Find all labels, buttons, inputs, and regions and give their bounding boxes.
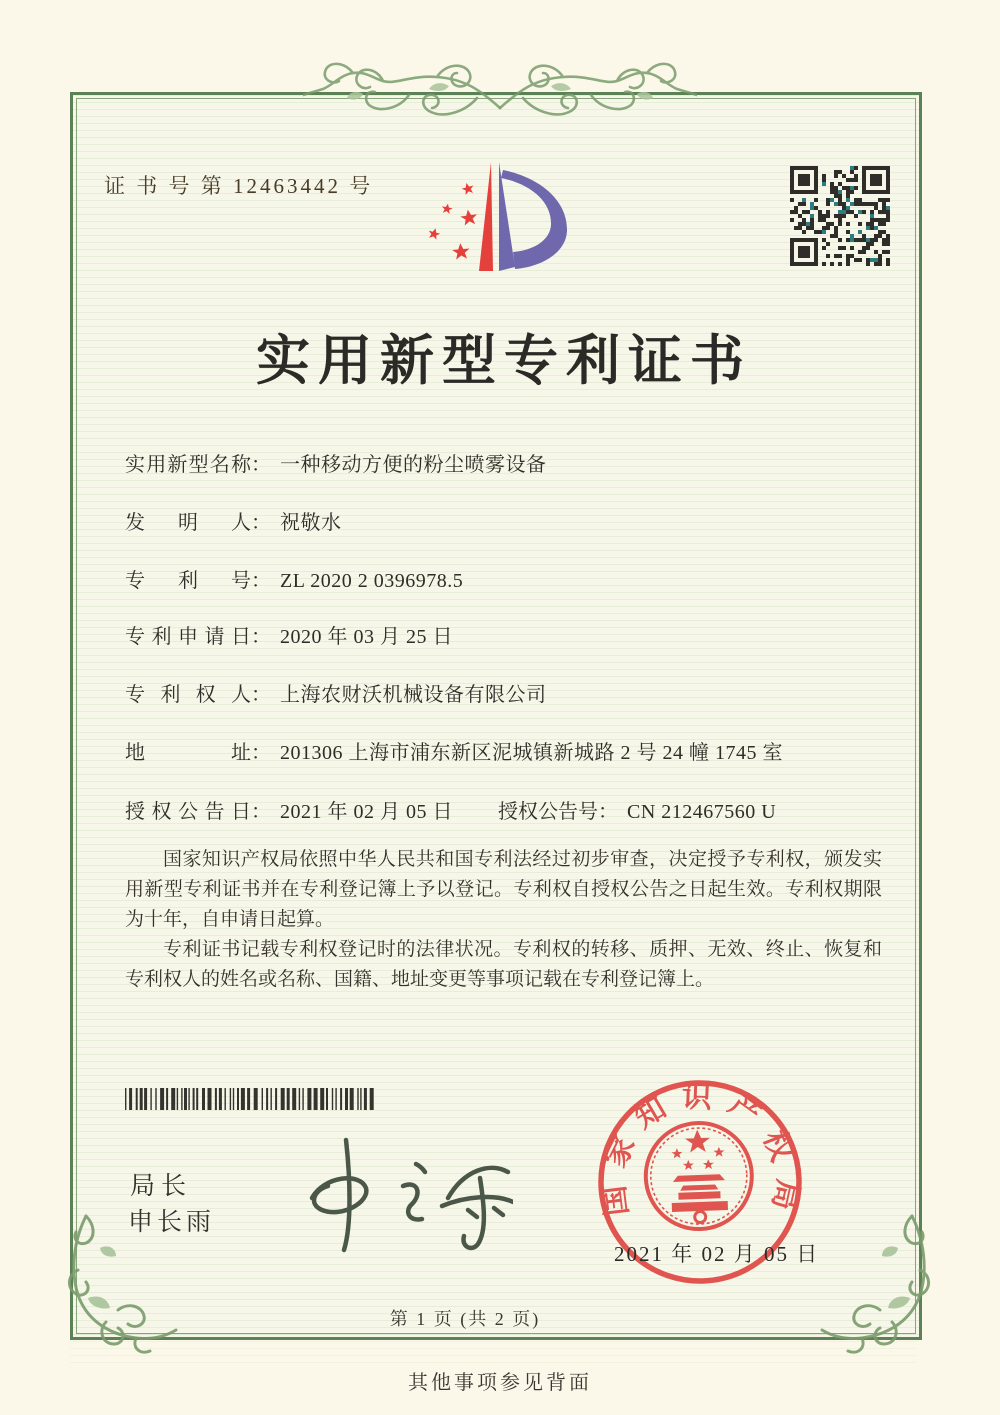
field-colon: ： xyxy=(251,742,271,764)
field-colon: ： xyxy=(251,512,271,534)
field-grant-number xyxy=(498,795,776,824)
field-colon: ： xyxy=(251,454,271,476)
field-row-patent-number xyxy=(125,564,463,592)
field-row-name xyxy=(125,448,547,476)
field-value: 2021 年 02 月 05 日 xyxy=(280,801,453,823)
back-note: 其他事项参见背面 xyxy=(408,1372,592,1394)
field-colon: ： xyxy=(598,801,618,823)
field-label: 授权公告日 xyxy=(125,801,251,823)
barcode xyxy=(125,1088,377,1110)
field-colon: ： xyxy=(251,684,271,706)
corner-scroll-ornament-icon xyxy=(820,1208,942,1355)
qr-code xyxy=(790,166,890,266)
field-value: 祝敬水 xyxy=(280,512,342,534)
field-row-inventor xyxy=(125,506,342,534)
field-value: 2020 年 03 月 25 日 xyxy=(280,626,453,648)
signature xyxy=(268,1128,513,1256)
signer-name: 申长雨 xyxy=(128,1209,216,1236)
field-label: 专利申请日 xyxy=(125,626,251,648)
field-row-grant xyxy=(125,795,777,823)
cnipa-logo-icon xyxy=(400,140,600,300)
field-label: 授权公告号 xyxy=(498,801,598,823)
body-paragraph-1: 国家知识产权局依照中华人民共和国专利法经过初步审查，决定授予专利权，颁发实用新型专利证书并在专利登记簿上予以登记。专利权自授权公告之日起生效。专利权期限为十年，自申请日起算。 xyxy=(125,849,882,930)
body-paragraph-2: 专利证书记载专利权登记时的法律状况。专利权的转移、质押、无效、终止、恢复和专利权人的姓名或名称、国籍、地址变更等事项记载在专利登记簿上。 xyxy=(125,939,882,990)
field-row-address xyxy=(125,736,783,764)
top-scroll-ornament-icon xyxy=(303,50,697,144)
field-value: ZL 2020 2 0396978.5 xyxy=(280,570,464,592)
field-value: CN 212467560 U xyxy=(627,801,777,823)
logo-stars-icon xyxy=(427,181,478,259)
field-label: 地址 xyxy=(125,742,251,764)
field-value: 201306 上海市浦东新区泥城镇新城路 2 号 24 幢 1745 室 xyxy=(280,742,783,764)
field-row-filing-date xyxy=(125,620,453,648)
page-number: 第 1 页 (共 2 页) xyxy=(389,1309,541,1329)
watermark-band xyxy=(70,1334,916,1364)
field-value: 一种移动方便的粉尘喷雾设备 xyxy=(280,454,547,476)
field-colon: ： xyxy=(251,570,271,592)
field-label: 实用新型名称 xyxy=(125,454,251,476)
field-label: 发明人 xyxy=(125,512,251,534)
seal-ring-text: 国家知识产权局 xyxy=(596,1080,805,1227)
field-label: 专利权人 xyxy=(125,684,251,706)
seal-date: 2021 年 02 月 05 日 xyxy=(614,1242,820,1266)
certificate-number: 证 书 号 第 12463442 号 xyxy=(104,174,374,198)
field-label: 专利号 xyxy=(125,570,251,592)
national-emblem-icon xyxy=(644,1121,754,1231)
legal-text xyxy=(125,845,882,995)
field-value: 上海农财沃机械设备有限公司 xyxy=(280,684,547,706)
field-colon: ： xyxy=(251,626,271,648)
field-row-patentee xyxy=(125,678,547,706)
signer-title: 局长 xyxy=(130,1173,193,1200)
certificate-title: 实用新型专利证书 xyxy=(256,331,752,391)
field-colon: ： xyxy=(251,801,271,823)
